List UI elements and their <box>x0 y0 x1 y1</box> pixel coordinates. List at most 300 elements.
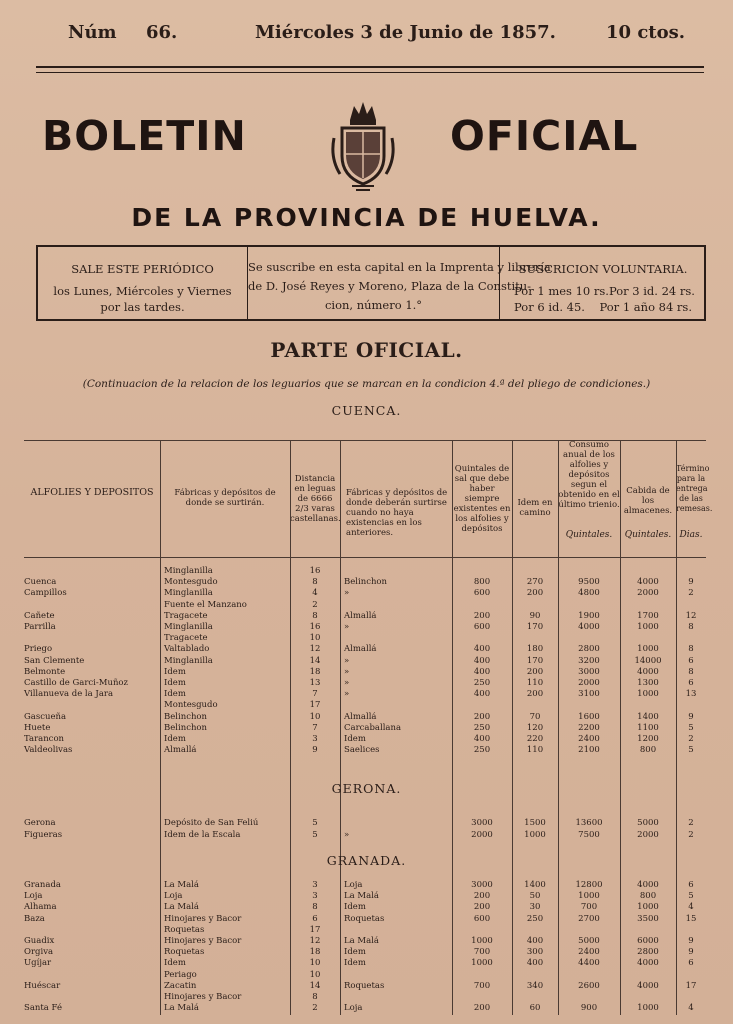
cell-quintales: 700 <box>473 980 491 991</box>
table-row <box>24 712 706 723</box>
cell-distancia: 10 <box>309 958 321 969</box>
price-row <box>500 283 706 299</box>
cell-cabida: 1200 <box>637 734 659 744</box>
table-row <box>24 902 706 913</box>
cell-termino: 17 <box>685 980 697 991</box>
cell-termino: 9 <box>688 947 694 958</box>
cell-termino: 4 <box>688 902 694 913</box>
cell-quintales: 400 <box>473 734 491 744</box>
cell-distancia: 8 <box>312 902 318 913</box>
cell-fabrica: Minglanilla <box>164 622 213 632</box>
cell-fabrica: Tragacete <box>164 610 208 621</box>
cell-fabrica-alt: Idem <box>344 734 366 744</box>
cell-alfolie: Ugíjar <box>24 958 52 969</box>
table-row <box>24 992 706 1003</box>
table-row <box>24 644 706 655</box>
region-heading: CUENCA. <box>331 403 402 418</box>
cell-fabrica: La Malá <box>164 880 199 890</box>
price-item: Por 1 año 84 rs. <box>599 300 692 314</box>
table-row <box>24 981 706 992</box>
cell-alfolie: Cañete <box>24 610 55 621</box>
cell-fabrica: Belinchon <box>164 722 208 733</box>
cell-en-camino: 400 <box>526 936 544 946</box>
cell-fabrica: Hinojares y Bacor <box>164 936 242 946</box>
table-row <box>24 633 706 644</box>
cell-fabrica: La Malá <box>164 1003 199 1014</box>
cell-distancia: 3 <box>312 880 318 890</box>
title-oficial: OFICIAL <box>450 112 639 160</box>
cell-distancia: 5 <box>312 829 318 840</box>
cell-termino: 2 <box>688 818 694 828</box>
cell-distancia: 10 <box>309 633 321 644</box>
cell-quintales: 600 <box>473 913 491 924</box>
cell-cabida: 14000 <box>634 655 662 666</box>
table-row <box>24 700 706 711</box>
cell-alfolie: Guadix <box>24 936 55 946</box>
cell-consumo: 3200 <box>578 655 600 666</box>
table-row <box>24 958 706 969</box>
masthead-rule-thin <box>36 72 704 73</box>
cell-cabida: 1000 <box>637 689 659 700</box>
cell-termino: 6 <box>688 678 694 688</box>
cell-fabrica: Idem <box>164 958 186 969</box>
cell-termino: 8 <box>688 644 694 655</box>
header-distancia: Distancia en leguas de 6666 2/3 varas castellanas. <box>290 474 341 524</box>
cell-distancia: 2 <box>312 599 318 610</box>
header-cabida: Cabida de los almacenes. <box>623 486 673 516</box>
cell-fabrica-alt: Idem <box>344 947 366 958</box>
cell-distancia: 18 <box>309 666 321 677</box>
cell-consumo: 2200 <box>578 722 600 733</box>
cell-fabrica: Idem de la Escala <box>164 829 241 840</box>
issue-price: 10 ctos. <box>606 22 685 43</box>
cell-en-camino: 300 <box>526 947 544 958</box>
cell-cabida: 1700 <box>637 610 659 621</box>
cell-fabrica-alt: » <box>344 588 350 599</box>
cell-en-camino: 60 <box>529 1003 541 1014</box>
price-info <box>500 247 706 319</box>
title-boletin: BOLETIN <box>42 112 247 160</box>
cell-alfolie: Huéscar <box>24 980 61 991</box>
cell-fabrica: Loja <box>164 891 183 902</box>
cell-quintales: 400 <box>473 655 491 666</box>
table-row <box>24 734 706 745</box>
header-termino: Término para la entrega de las remesas. <box>676 464 713 513</box>
header-fabricas: Fábricas y depósitos de donde se surtirán. <box>174 488 276 508</box>
issue-number: 66. <box>146 22 178 43</box>
cell-termino: 4 <box>688 1003 694 1014</box>
issue-date: Miércoles 3 de Junio de 1857. <box>255 22 556 43</box>
unit-termino: Dias. <box>679 530 703 540</box>
cell-cabida: 4000 <box>637 666 659 677</box>
cell-en-camino: 200 <box>526 666 544 677</box>
table-row <box>24 656 706 667</box>
cell-distancia: 13 <box>309 678 321 688</box>
cell-fabrica: Fuente el Manzano <box>164 599 247 610</box>
cell-distancia: 12 <box>309 644 321 655</box>
cell-cabida: 1000 <box>637 1003 659 1014</box>
cell-en-camino: 70 <box>529 711 541 722</box>
cell-cabida: 4000 <box>637 980 659 991</box>
cell-quintales: 3000 <box>471 880 493 890</box>
cell-fabrica: Valtablado <box>164 644 210 655</box>
cell-distancia: 3 <box>312 891 318 902</box>
cell-fabrica-alt: » <box>344 666 350 677</box>
cell-consumo: 2600 <box>578 980 600 991</box>
cell-cabida: 1400 <box>637 711 659 722</box>
cell-alfolie: Gerona <box>24 818 56 828</box>
cell-distancia: 12 <box>309 936 321 946</box>
cell-fabrica: Hinojares y Bacor <box>164 992 242 1002</box>
cell-en-camino: 120 <box>526 722 544 733</box>
cell-fabrica: Almallá <box>164 745 197 756</box>
info-line: SALE ESTE PERIÓDICO <box>71 262 214 276</box>
cell-distancia: 17 <box>309 700 321 711</box>
cell-distancia: 5 <box>312 818 318 828</box>
cell-fabrica: Minglanilla <box>164 566 213 576</box>
cell-fabrica-alt: Carcaballana <box>344 722 402 733</box>
table-row <box>24 970 706 981</box>
cell-consumo: 9500 <box>578 577 600 588</box>
cell-en-camino: 30 <box>529 902 541 913</box>
cell-distancia: 16 <box>309 622 321 632</box>
cell-termino: 2 <box>688 734 694 744</box>
cell-fabrica-alt: La Malá <box>344 891 379 902</box>
price-item: Por 1 mes 10 rs. <box>514 284 609 298</box>
table-row <box>24 667 706 678</box>
cell-fabrica-alt: » <box>344 689 350 700</box>
cell-distancia: 10 <box>309 711 321 722</box>
cell-en-camino: 200 <box>526 689 544 700</box>
publication-info <box>38 247 248 319</box>
cell-alfolie: Santa Fé <box>24 1003 63 1014</box>
table-row <box>24 914 706 925</box>
cell-fabrica-alt: Roquetas <box>344 980 385 991</box>
cell-consumo: 2700 <box>578 913 600 924</box>
cell-alfolie: Valdeolivas <box>24 745 73 756</box>
cell-termino: 5 <box>688 745 694 756</box>
cell-distancia: 7 <box>312 722 318 733</box>
cell-en-camino: 180 <box>526 644 544 655</box>
cell-cabida: 1000 <box>637 644 659 655</box>
cell-fabrica: Belinchon <box>164 711 208 722</box>
cell-fabrica-alt: Belinchon <box>344 577 388 588</box>
cell-cabida: 1100 <box>637 722 659 733</box>
cell-fabrica: Tragacete <box>164 633 208 644</box>
cell-fabrica: Idem <box>164 666 186 677</box>
cell-quintales: 200 <box>473 1003 491 1014</box>
region-heading: GRANADA. <box>326 853 407 868</box>
cell-en-camino: 340 <box>526 980 544 991</box>
section-heading: PARTE OFICIAL. <box>270 338 463 362</box>
table-row <box>24 611 706 622</box>
cell-cabida: 4000 <box>637 880 659 890</box>
cell-consumo: 7500 <box>578 829 600 840</box>
cell-quintales: 200 <box>473 610 491 621</box>
cell-alfolie: Tarancon <box>24 734 65 744</box>
cell-quintales: 200 <box>473 711 491 722</box>
cell-termino: 6 <box>688 880 694 890</box>
header-quintales: Quintales de sal que debe haber siempre existentes en los alfolies y depósitos <box>453 464 511 534</box>
cell-consumo: 3100 <box>578 689 600 700</box>
info-line: de D. José Reyes y Moreno, Plaza de la Constitu- <box>248 279 532 293</box>
cell-quintales: 250 <box>473 722 491 733</box>
cell-cabida: 2800 <box>637 947 659 958</box>
table-row <box>24 588 706 599</box>
cell-fabrica: Montesgudo <box>164 577 218 588</box>
info-line: por las tardes. <box>100 300 185 314</box>
cell-termino: 2 <box>688 588 694 599</box>
info-line: cion, número 1.° <box>324 298 423 312</box>
table-row <box>24 830 706 841</box>
cell-alfolie: Villanueva de la Jara <box>24 689 114 700</box>
unit-cabida: Quintales. <box>624 530 672 540</box>
cell-fabrica-alt: Almallá <box>344 711 377 722</box>
coat-of-arms-icon <box>330 98 396 194</box>
cell-consumo: 2400 <box>578 734 600 744</box>
masthead-rule <box>36 66 704 68</box>
cell-fabrica-alt: Loja <box>344 1003 363 1014</box>
cell-alfolie: Priego <box>24 644 53 655</box>
cell-termino: 8 <box>688 622 694 632</box>
price-title: SUSCRICION VOLUNTARIA. <box>518 262 688 276</box>
header-consumo: Consumo anual de los alfolies y depósitos segun el obtenido en el último trienio. <box>558 440 620 510</box>
cell-alfolie: Granada <box>24 880 61 890</box>
cell-quintales: 1000 <box>471 958 493 969</box>
cell-fabrica-alt: » <box>344 678 350 688</box>
cell-termino: 8 <box>688 666 694 677</box>
table-row <box>24 689 706 700</box>
cell-fabrica-alt: » <box>344 829 350 840</box>
table-row <box>24 622 706 633</box>
cell-quintales: 400 <box>473 666 491 677</box>
info-line: los Lunes, Miércoles y Viernes <box>53 284 232 298</box>
cell-en-camino: 200 <box>526 588 544 599</box>
cell-cabida: 1000 <box>637 622 659 632</box>
cell-consumo: 2000 <box>578 678 600 688</box>
cell-en-camino: 50 <box>529 891 541 902</box>
cell-termino: 2 <box>688 829 694 840</box>
table-row <box>24 723 706 734</box>
cell-consumo: 2800 <box>578 644 600 655</box>
cell-quintales: 400 <box>473 689 491 700</box>
cell-termino: 6 <box>688 655 694 666</box>
cell-distancia: 17 <box>309 924 321 935</box>
cell-termino: 9 <box>688 711 694 722</box>
continuation-note: (Continuacion de la relacion de los leguarios que se marcan en la condicion 4.ª del pliego de condiciones.) <box>82 378 651 390</box>
cell-fabrica: Idem <box>164 678 186 688</box>
cell-distancia: 16 <box>309 566 321 576</box>
cell-alfolie: Parrilla <box>24 622 56 632</box>
cell-fabrica: La Malá <box>164 902 199 913</box>
cell-alfolie: Gascueña <box>24 711 67 722</box>
cell-fabrica: Minglanilla <box>164 655 213 666</box>
cell-consumo: 700 <box>580 902 598 913</box>
cell-alfolie: Belmonte <box>24 666 66 677</box>
cell-distancia: 3 <box>312 734 318 744</box>
cell-alfolie: Campillos <box>24 588 67 599</box>
cell-cabida: 800 <box>639 745 657 756</box>
cell-quintales: 200 <box>473 891 491 902</box>
cell-consumo: 12800 <box>575 880 603 890</box>
table-row <box>24 577 706 588</box>
cell-fabrica: Roquetas <box>164 924 205 935</box>
region-heading: GERONA. <box>331 781 402 796</box>
cell-en-camino: 220 <box>526 734 544 744</box>
cell-alfolie: San Clemente <box>24 655 85 666</box>
cell-cabida: 4000 <box>637 577 659 588</box>
cell-cabida: 800 <box>639 891 657 902</box>
table-row <box>24 1003 706 1014</box>
cell-distancia: 9 <box>312 745 318 756</box>
price-item: Por 6 id. 45. <box>514 300 585 314</box>
cell-termino: 13 <box>685 689 697 700</box>
cell-fabrica-alt: Loja <box>344 880 363 890</box>
cell-alfolie: Alhama <box>24 902 57 913</box>
subscription-box <box>36 245 706 321</box>
cell-alfolie: Castillo de Garci-Muñoz <box>24 678 129 688</box>
cell-distancia: 4 <box>312 588 318 599</box>
cell-quintales: 400 <box>473 644 491 655</box>
header-fabricas-alt: Fábricas y depósitos de donde deberán surtirse cuando no haya existencias en los anteriores. <box>346 488 448 538</box>
cell-fabrica-alt: La Malá <box>344 936 379 946</box>
cell-quintales: 250 <box>473 678 491 688</box>
cell-distancia: 10 <box>309 969 321 980</box>
cell-cabida: 2000 <box>637 588 659 599</box>
cell-fabrica: Idem <box>164 734 186 744</box>
cell-fabrica: Montesgudo <box>164 700 218 711</box>
cell-alfolie: Baza <box>24 913 45 924</box>
cell-cabida: 4000 <box>637 958 659 969</box>
cell-consumo: 2400 <box>578 947 600 958</box>
cell-consumo: 2100 <box>578 745 600 756</box>
cell-fabrica-alt: Idem <box>344 902 366 913</box>
cell-consumo: 4400 <box>578 958 600 969</box>
cell-quintales: 600 <box>473 588 491 599</box>
cell-termino: 5 <box>688 722 694 733</box>
cell-distancia: 14 <box>309 980 321 991</box>
cell-consumo: 1900 <box>578 610 600 621</box>
cell-distancia: 2 <box>312 1003 318 1014</box>
cell-fabrica: Minglanilla <box>164 588 213 599</box>
cell-fabrica-alt: » <box>344 655 350 666</box>
cell-termino: 6 <box>688 958 694 969</box>
cell-termino: 9 <box>688 577 694 588</box>
cell-en-camino: 400 <box>526 958 544 969</box>
issue-number-label: Núm <box>68 22 117 43</box>
cell-fabrica: Depósito de San Feliú <box>164 818 259 828</box>
info-line: Se suscribe en esta capital en la Imprenta y librería <box>248 260 551 274</box>
cell-alfolie: Loja <box>24 891 43 902</box>
cell-fabrica-alt: Roquetas <box>344 913 385 924</box>
cell-cabida: 5000 <box>637 818 659 828</box>
table-row <box>24 936 706 947</box>
masthead-line <box>0 22 733 48</box>
cell-distancia: 8 <box>312 610 318 621</box>
cell-fabrica-alt: » <box>344 622 350 632</box>
cell-quintales: 600 <box>473 622 491 632</box>
cell-fabrica-alt: Saelices <box>344 745 380 756</box>
cell-cabida: 6000 <box>637 936 659 946</box>
cell-fabrica: Periago <box>164 969 197 980</box>
cell-distancia: 14 <box>309 655 321 666</box>
table-row <box>24 566 706 577</box>
table-row <box>24 880 706 891</box>
cell-termino: 9 <box>688 936 694 946</box>
cell-consumo: 5000 <box>578 936 600 946</box>
cell-termino: 15 <box>685 913 697 924</box>
cell-consumo: 13600 <box>575 818 603 828</box>
cell-fabrica-alt: Almallá <box>344 610 377 621</box>
cell-en-camino: 90 <box>529 610 541 621</box>
cell-fabrica-alt: Almallá <box>344 644 377 655</box>
cell-quintales: 200 <box>473 902 491 913</box>
cell-termino: 5 <box>688 891 694 902</box>
cell-quintales: 3000 <box>471 818 493 828</box>
cell-en-camino: 1400 <box>524 880 546 890</box>
cell-quintales: 2000 <box>471 829 493 840</box>
cell-en-camino: 170 <box>526 622 544 632</box>
cell-en-camino: 270 <box>526 577 544 588</box>
header-alfolies: ALFOLIES Y DEPOSITOS <box>30 487 154 498</box>
cell-en-camino: 110 <box>526 745 544 756</box>
table-row <box>24 818 706 829</box>
table-row <box>24 600 706 611</box>
cell-fabrica: Roquetas <box>164 947 205 958</box>
cell-cabida: 3500 <box>637 913 659 924</box>
cell-alfolie: Orgiva <box>24 947 54 958</box>
table-row <box>24 947 706 958</box>
cell-quintales: 800 <box>473 577 491 588</box>
price-item: Por 3 id. 24 rs. <box>608 284 695 298</box>
table-row <box>24 925 706 936</box>
price-row <box>500 299 706 315</box>
cell-quintales: 1000 <box>471 936 493 946</box>
cell-termino: 12 <box>685 610 697 621</box>
cell-distancia: 8 <box>312 577 318 588</box>
header-idem: Idem en camino <box>517 498 553 518</box>
cell-cabida: 1000 <box>637 902 659 913</box>
cell-fabrica: Hinojares y Bacor <box>164 913 242 924</box>
cell-fabrica: Zacatin <box>164 980 197 991</box>
cell-quintales: 700 <box>473 947 491 958</box>
cell-consumo: 1000 <box>578 891 600 902</box>
cell-cabida: 1300 <box>637 678 659 688</box>
cell-consumo: 1600 <box>578 711 600 722</box>
cell-consumo: 4000 <box>578 622 600 632</box>
cell-alfolie: Cuenca <box>24 577 57 588</box>
cell-quintales: 250 <box>473 745 491 756</box>
cell-en-camino: 170 <box>526 655 544 666</box>
cell-fabrica-alt: Idem <box>344 958 366 969</box>
cell-en-camino: 1000 <box>524 829 546 840</box>
cell-en-camino: 1500 <box>524 818 546 828</box>
cell-en-camino: 250 <box>526 913 544 924</box>
cell-fabrica: Idem <box>164 689 186 700</box>
cell-consumo: 900 <box>580 1003 598 1014</box>
table-row <box>24 891 706 902</box>
cell-en-camino: 110 <box>526 678 544 688</box>
table-row <box>24 678 706 689</box>
cell-cabida: 2000 <box>637 829 659 840</box>
cell-consumo: 4800 <box>578 588 600 599</box>
cell-alfolie: Figueras <box>24 829 63 840</box>
cell-distancia: 8 <box>312 992 318 1002</box>
cell-distancia: 18 <box>309 947 321 958</box>
cell-distancia: 6 <box>312 913 318 924</box>
cell-distancia: 7 <box>312 689 318 700</box>
cell-alfolie: Huete <box>24 722 51 733</box>
